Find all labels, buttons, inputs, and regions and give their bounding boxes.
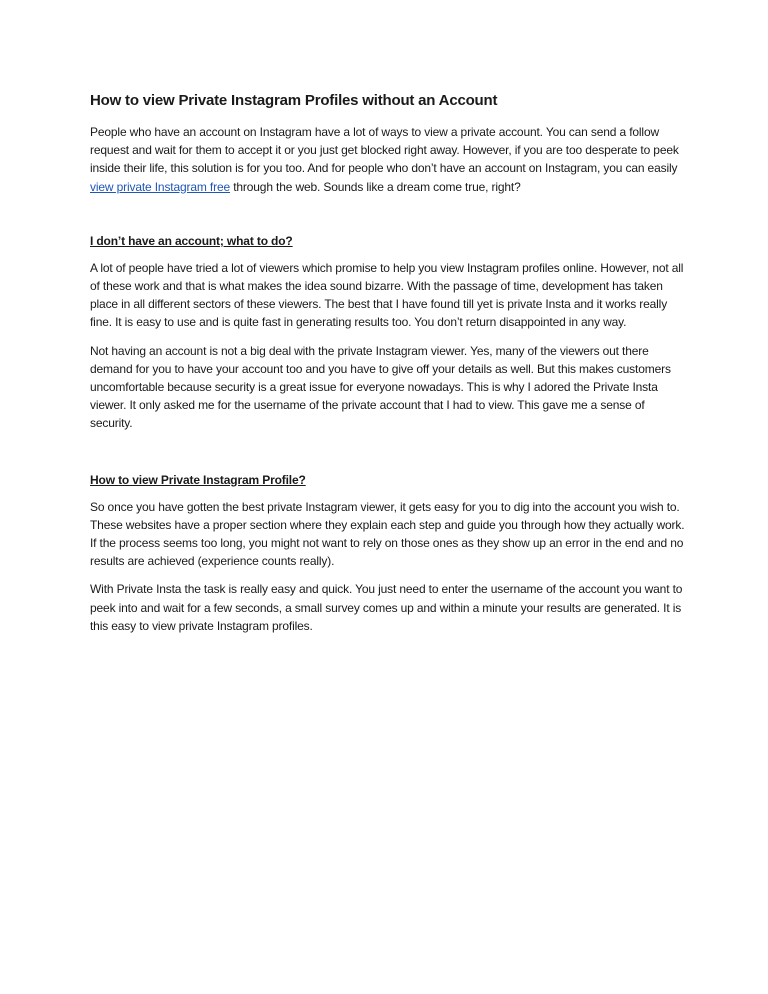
intro-paragraph: [90, 123, 690, 196]
document-title: How to view Private Instagram Profiles without an Account: [90, 92, 498, 109]
section-heading-how-to-view: How to view Private Instagram Profile?: [90, 472, 306, 487]
section-spacer: [90, 443, 690, 471]
section-spacer: [90, 206, 690, 232]
section2-paragraph-2: With Private Insta the task is really easy and quick. You just need to enter the username of the account you want to peek into and wait for a few seconds, a small survey comes up and within a minute your results are generated. It is this easy to view private Instagram profiles.: [90, 582, 683, 633]
document-page: [90, 91, 690, 645]
intro-text-before-link: People who have an account on Instagram have a lot of ways to view a private account. You can send a follow request and wait for them to accept it or you just get blocked right away. However, if you are too desperate to peek inside their life, this solution is for you too. And for people who don’t have an account on Instagram, you can easily: [90, 125, 679, 176]
view-private-instagram-link[interactable]: view private Instagram free: [90, 179, 231, 194]
section-heading-no-account: I don’t have an account; what to do?: [90, 233, 293, 248]
section1-paragraph-1: A lot of people have tried a lot of viewers which promise to help you view Instagram profiles online. However, not all of these work and that is what makes the idea sound bizarre. With the passage of time, development has taken place in all different sectors of these viewers. The best that I have found till yet is private Insta and it works really fine. It is easy to use and is quite fast in generating results too. You don’t return disappointed in any way.: [90, 260, 684, 330]
intro-text-after-link: through the web. Sounds like a dream come true, right?: [230, 179, 521, 194]
section1-paragraph-2: Not having an account is not a big deal with the private Instagram viewer. Yes, many of the viewers out there demand for you to have your account too and you have to give off your details as well. But this makes customers uncomfortable because security is a great issue for everyone nowadays. This is why I adored the Private Insta viewer. It only asked me for the username of the private account that I had to view. This gave me a sense of security.: [90, 343, 671, 431]
section2-paragraph-1: So once you have gotten the best private Instagram viewer, it gets easy for you to dig into the account you wish to. These websites have a proper section where they explain each step and guide you through how they actually work. If the process seems too long, you might not want to rely on those ones as they show up an error in the end and no results are achieved (experience counts really).: [90, 499, 685, 569]
